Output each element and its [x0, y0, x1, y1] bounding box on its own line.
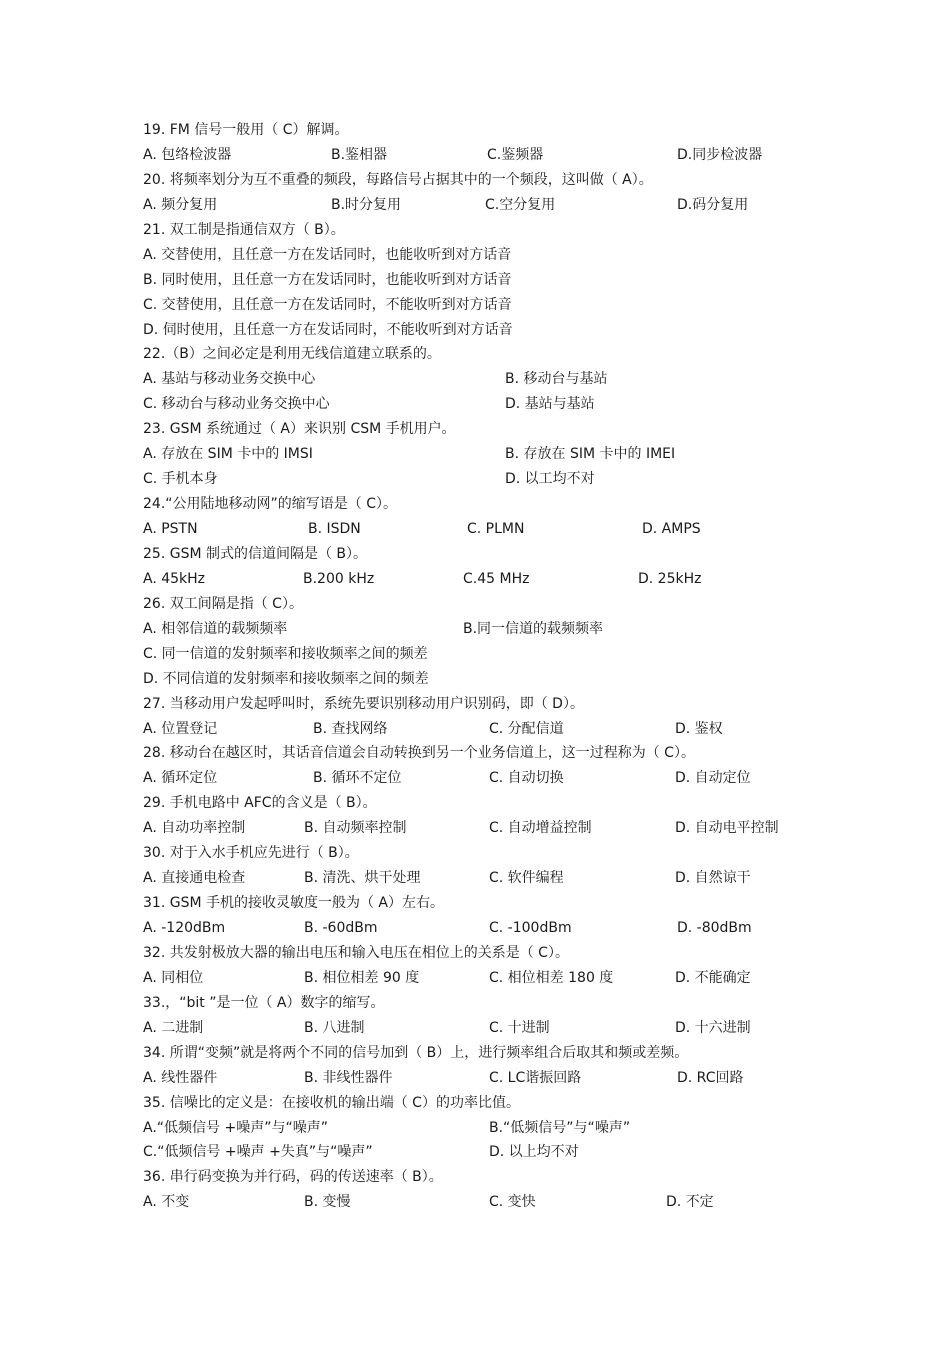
question-line [0, 791, 950, 816]
question-line [0, 692, 950, 717]
answer-option: C. 移动台与移动业务交换中心 [143, 396, 330, 413]
question-text: 20. 将频率划分为互不重叠的频段，每路信号占据其中的一个频段，这叫做（ A）。 [143, 171, 653, 188]
options-line [0, 1140, 950, 1165]
question-line [0, 492, 950, 517]
answer-option: A. PSTN [143, 521, 198, 537]
answer-option: A. 不变 [143, 1194, 190, 1211]
answer-option: C. 分配信道 [489, 720, 564, 737]
answer-option: B. 查找网络 [313, 720, 388, 737]
answer-option: A. 位置登记 [143, 720, 218, 737]
answer-option: D. 不定 [666, 1194, 714, 1211]
question-line [0, 1041, 950, 1066]
answer-option: A.“低频信号 +噪声”与“噪声” [143, 1119, 328, 1136]
question-text: 29. 手机电路中 AFC的含义是（ B）。 [143, 795, 377, 812]
answer-option: D. 伺时使用，且任意一方在发话同时，不能收听到对方话音 [143, 321, 513, 338]
answer-option: A. 直接通电检查 [143, 870, 246, 887]
question-text: 19. FM 信号一般用（ C）解调。 [143, 122, 349, 138]
options-line [0, 318, 950, 343]
question-text: 27. 当移动用户发起呼叫时，系统先要识别移动用户识别码，即（ D）。 [143, 695, 584, 712]
answer-option: D. -80dBm [677, 920, 752, 936]
options-line [0, 1190, 950, 1215]
answer-option: B.同一信道的载频频率 [463, 620, 604, 637]
question-line [0, 592, 950, 617]
options-line [0, 916, 950, 941]
answer-option: D. 十六进制 [675, 1019, 751, 1036]
question-text: 24.“公用陆地移动网”的缩写语是（ C）。 [143, 496, 397, 513]
answer-option: A. 自动功率控制 [143, 820, 246, 837]
answer-option: B.“低频信号”与“噪声” [489, 1119, 631, 1136]
options-line [0, 1066, 950, 1091]
answer-option: D. 以工均不对 [505, 471, 595, 488]
answer-option: B.200 kHz [303, 570, 375, 587]
question-line [0, 941, 950, 966]
question-text: 36. 串行码变换为并行码，码的传送速率（ B）。 [143, 1169, 443, 1186]
question-text: 31. GSM 手机的接收灵敏度一般为（ A）左右。 [143, 895, 445, 912]
question-line [0, 417, 950, 442]
options-line [0, 816, 950, 841]
answer-option: B. 相位相差 90 度 [304, 969, 420, 986]
question-line [0, 118, 950, 143]
options-line [0, 966, 950, 991]
answer-option: A. 存放在 SIM 卡中的 IMSI [143, 446, 313, 463]
answer-option: B.时分复用 [331, 196, 402, 213]
answer-option: D. AMPS [642, 521, 701, 537]
question-line [0, 1091, 950, 1116]
question-text: 32. 共发射极放大器的输出电压和输入电压在相位上的关系是（ C）。 [143, 944, 569, 961]
answer-option: C. 同一信道的发射频率和接收频率之间的频差 [143, 645, 428, 662]
answer-option: C. 变快 [489, 1194, 536, 1211]
options-line [0, 193, 950, 218]
question-line [0, 542, 950, 567]
answer-option: D. 自然谅干 [675, 870, 751, 887]
answer-option: C.“低频信号 +噪声 +失真”与“噪声” [143, 1144, 373, 1161]
answer-option: D. 以上均不对 [489, 1144, 579, 1161]
answer-option: B. -60dBm [304, 920, 378, 936]
answer-option: C. 软件编程 [489, 870, 564, 887]
question-line [0, 168, 950, 193]
answer-option: D. 不同信道的发射频率和接收频率之间的频差 [143, 670, 429, 687]
answer-option: B. 自动频率控制 [304, 820, 407, 837]
answer-option: D. 基站与基站 [505, 396, 595, 413]
answer-option: B. 变慢 [304, 1194, 351, 1211]
answer-option: A. 循环定位 [143, 770, 218, 787]
answer-option: A. -120dBm [143, 920, 226, 936]
question-text: 26. 双工间隔是指（ C）。 [143, 595, 303, 612]
options-line [0, 642, 950, 667]
answer-option: C. PLMN [467, 521, 525, 537]
question-text: 22.（B）之间必定是利用无线信道建立联系的。 [143, 346, 441, 363]
answer-option: A. 包络检波器 [143, 146, 232, 163]
answer-option: B. 移动台与基站 [505, 371, 608, 388]
options-line [0, 268, 950, 293]
answer-option: B. 存放在 SIM 卡中的 IMEI [505, 446, 676, 463]
question-line [0, 1165, 950, 1190]
question-text: 33.，“bit ”是一位（ A）数字的缩写。 [143, 994, 385, 1011]
question-line [0, 741, 950, 766]
answer-option: B. 八进制 [304, 1019, 365, 1036]
question-text: 34. 所谓“变频”就是将两个不同的信号加到（ B）上，进行频率组合后取其和频或差频。 [143, 1044, 689, 1061]
answer-option: A. 频分复用 [143, 196, 218, 213]
answer-option: C. 交替使用，且任意一方在发话同时，不能收听到对方话音 [143, 296, 512, 313]
options-line [0, 567, 950, 592]
options-line [0, 667, 950, 692]
answer-option: B. ISDN [308, 521, 361, 537]
answer-option: B. 非线性器件 [304, 1069, 393, 1086]
answer-option: C. 手机本身 [143, 471, 218, 488]
answer-option: A. 同相位 [143, 969, 204, 986]
answer-option: D. 不能确定 [675, 969, 751, 986]
options-line [0, 1116, 950, 1141]
answer-option: B. 循环不定位 [313, 770, 402, 787]
options-line [0, 717, 950, 742]
options-line [0, 293, 950, 318]
answer-option: A. 线性器件 [143, 1069, 218, 1086]
options-line [0, 467, 950, 492]
answer-option: C. 十进制 [489, 1019, 550, 1036]
question-line [0, 342, 950, 367]
answer-option: C. 相位相差 180 度 [489, 969, 614, 986]
question-line [0, 991, 950, 1016]
answer-option: B. 清洗、烘干处理 [304, 870, 421, 887]
answer-option: A. 交替使用，且任意一方在发话同时，也能收听到对方话音 [143, 246, 512, 263]
answer-option: A. 二进制 [143, 1019, 204, 1036]
answer-option: A. 45kHz [143, 570, 206, 587]
options-line [0, 243, 950, 268]
question-line [0, 218, 950, 243]
answer-option: C.空分复用 [485, 196, 556, 213]
answer-option: D. 自动电平控制 [675, 820, 779, 837]
answer-option: D. 25kHz [638, 570, 702, 587]
answer-option: B. 同时使用，且任意一方在发话同时，也能收听到对方话音 [143, 271, 512, 288]
options-line [0, 517, 950, 542]
answer-option: C. -100dBm [489, 920, 572, 936]
answer-option: C.鉴频器 [487, 146, 544, 163]
options-line [0, 143, 950, 168]
answer-option: C. LC谐振回路 [489, 1069, 582, 1086]
question-text: 35. 信噪比的定义是：在接收机的输出端（ C）的功率比值。 [143, 1094, 520, 1111]
question-text: 28. 移动台在越区时，其话音信道会自动转换到另一个业务信道上，这一过程称为（ C）。 [143, 745, 695, 762]
question-text: 23. GSM 系统通过（ A）来识别 CSM 手机用户。 [143, 421, 456, 438]
question-text: 21. 双工制是指通信双方（ B）。 [143, 221, 345, 238]
options-line [0, 392, 950, 417]
options-line [0, 766, 950, 791]
answer-option: D. 鉴权 [675, 720, 723, 737]
answer-option: D.码分复用 [677, 196, 749, 213]
question-line [0, 891, 950, 916]
options-line [0, 1016, 950, 1041]
answer-option: C. 自动切换 [489, 770, 564, 787]
answer-option: D. RC回路 [677, 1069, 744, 1086]
answer-option: A. 相邻信道的载频频率 [143, 620, 288, 637]
answer-option: D.同步检波器 [677, 146, 763, 163]
answer-option: A. 基站与移动业务交换中心 [143, 371, 316, 388]
question-text: 25. GSM 制式的信道间隔是（ B）。 [143, 545, 368, 562]
answer-option: C. 自动增益控制 [489, 820, 592, 837]
question-text: 30. 对于入水手机应先进行（ B）。 [143, 845, 359, 862]
options-line [0, 617, 950, 642]
answer-option: D. 自动定位 [675, 770, 751, 787]
question-line [0, 841, 950, 866]
options-line [0, 442, 950, 467]
options-line [0, 367, 950, 392]
exam-document [0, 118, 950, 1215]
answer-option: C.45 MHz [463, 570, 530, 587]
answer-option: B.鉴相器 [331, 146, 388, 163]
options-line [0, 866, 950, 891]
